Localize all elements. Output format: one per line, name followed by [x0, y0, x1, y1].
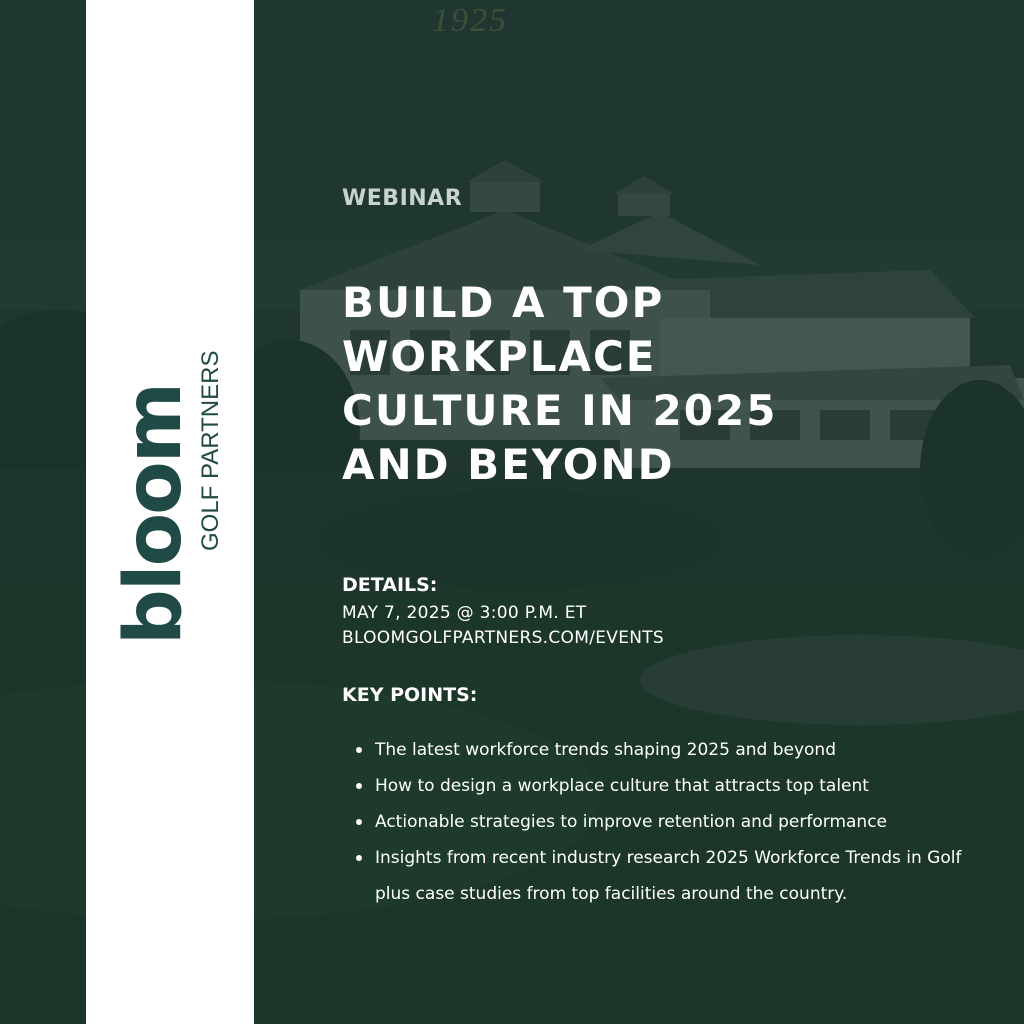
event-url: BLOOMGOLFPARTNERS.COM/EVENTS	[342, 628, 665, 648]
details-heading: DETAILS:	[342, 574, 438, 596]
event-title	[342, 276, 982, 492]
list-item: How to design a workplace culture that attracts top talent	[342, 768, 962, 804]
event-date-time: MAY 7, 2025 @ 3:00 P.M. ET	[342, 603, 587, 623]
key-points-heading: KEY POINTS:	[342, 684, 478, 706]
logo-subline: GOLF PARTNERS	[197, 350, 224, 551]
event-title-line: BUILD A TOP	[342, 278, 665, 327]
year-sign: 1925	[432, 2, 508, 39]
key-points-list	[342, 732, 962, 912]
brand-logo	[86, 350, 254, 660]
list-item: Actionable strategies to improve retention and performance	[342, 804, 962, 840]
event-title-line: CULTURE IN 2025	[342, 386, 778, 435]
event-title-line: WORKPLACE	[342, 332, 657, 381]
list-item: The latest workforce trends shaping 2025 and beyond	[342, 732, 962, 768]
logo-wordmark: bloom	[109, 383, 199, 645]
list-item: Insights from recent industry research 2025 Workforce Trends in Golf plus case studies from top facilities around the country.	[342, 840, 962, 912]
event-type-label: WEBINAR	[342, 186, 463, 211]
event-title-line: AND BEYOND	[342, 440, 675, 489]
